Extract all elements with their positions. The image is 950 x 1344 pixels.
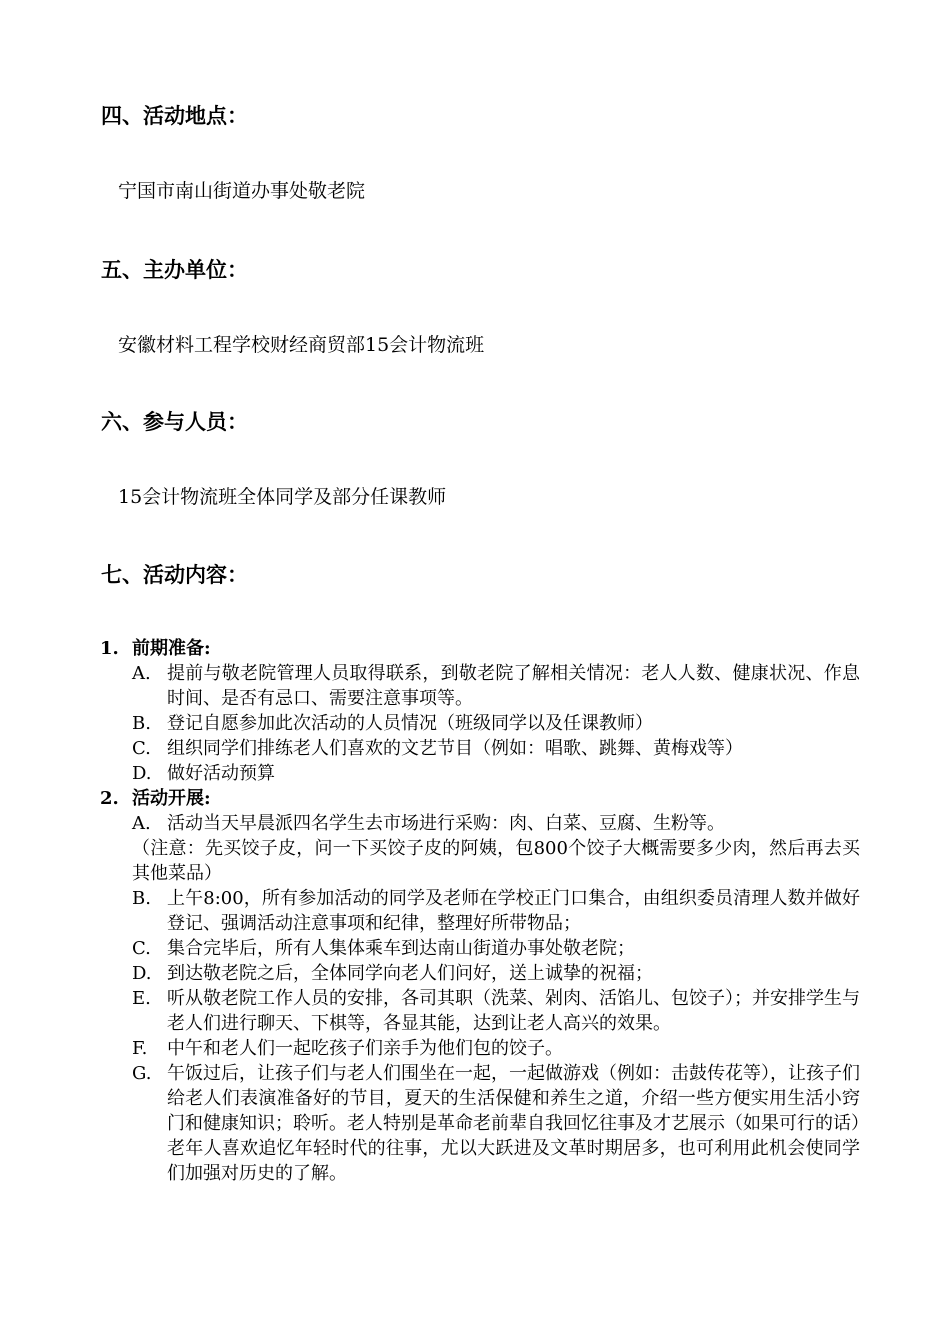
- activity-content-list: [100, 636, 860, 1186]
- item-label: D.: [132, 963, 152, 984]
- item-label: A.: [132, 813, 151, 834]
- heading-organizer: 五、主办单位：: [101, 258, 248, 282]
- item-text: 集合完毕后，所有人集体乘车到达南山街道办事处敬老院；: [167, 938, 635, 959]
- item-text: 午饭过后，让孩子们与老人们围坐在一起，一起做游戏（例如：击鼓传花等），让孩子们给老人们表演准备好的节目，夏天的生活保健和养生之道，介绍一些方便实用生活小窍门和健康知识；聆听。老人特别是革命老前辈自我回忆往事及才艺展示（如果可行的话）老年人喜欢追忆年轻时代的往事，尤以大跃进及文革时期居多，也可利用此机会使同学们加强对历史的了解。: [167, 1063, 860, 1184]
- list-item: [100, 1061, 860, 1186]
- item-text: 登记自愿参加此次活动的人员情况（班级同学以及任课教师）: [167, 713, 653, 734]
- section-number: 2.: [100, 788, 119, 809]
- list-item: [100, 736, 860, 761]
- item-label: E.: [132, 988, 151, 1009]
- item-text: 听从敬老院工作人员的安排，各司其职（洗菜、剁肉、活馅儿、包饺子）；并安排学生与老人们进行聊天、下棋等，各显其能，达到让老人高兴的效果。: [167, 988, 860, 1034]
- item-label: G.: [132, 1063, 152, 1084]
- heading-location: 四、活动地点：: [101, 104, 248, 128]
- item-text: 到达敬老院之后，全体同学向老人们问好，送上诚挚的祝福；: [167, 963, 653, 984]
- list-item: [100, 936, 860, 961]
- list-item: [100, 1036, 860, 1061]
- participants-text: 15会计物流班全体同学及部分任课教师: [118, 486, 447, 508]
- list-item: [100, 661, 860, 711]
- item-text: 组织同学们排练老人们喜欢的文艺节目（例如：唱歌、跳舞、黄梅戏等）: [167, 738, 743, 759]
- item-label: F.: [132, 1038, 148, 1059]
- item-label: A.: [132, 663, 151, 684]
- list-item: [100, 961, 860, 986]
- section-title: 前期准备:: [132, 638, 211, 659]
- list-item: [100, 986, 860, 1036]
- section-number: 1.: [100, 638, 119, 659]
- item-note: （注意：先买饺子皮，问一下买饺子皮的阿姨，包800个饺子大概需要多少肉，然后再去买其他菜品）: [132, 838, 860, 884]
- section-execution-title: [100, 786, 860, 811]
- item-text: 做好活动预算: [167, 763, 275, 784]
- item-text: 提前与敬老院管理人员取得联系，到敬老院了解相关情况：老人人数、健康状况、作息时间、是否有忌口、需要注意事项等。: [167, 663, 860, 709]
- item-text: 上午8:00，所有参加活动的同学及老师在学校正门口集合，由组织委员清理人数并做好登记、强调活动注意事项和纪律，整理好所带物品；: [167, 888, 860, 934]
- organizer-text: 安徽材料工程学校财经商贸部15会计物流班: [118, 334, 485, 356]
- list-item: [100, 711, 860, 736]
- heading-participants: 六、参与人员：: [101, 410, 248, 434]
- list-item: [100, 811, 860, 886]
- item-text: 中午和老人们一起吃孩子们亲手为他们包的饺子。: [167, 1038, 563, 1059]
- item-text: 活动当天早晨派四名学生去市场进行采购：肉、白菜、豆腐、生粉等。: [167, 813, 725, 834]
- item-label: D.: [132, 763, 152, 784]
- item-label: C.: [132, 938, 151, 959]
- item-label: B.: [132, 713, 151, 734]
- list-item: [100, 886, 860, 936]
- section-preparation-title: [100, 636, 860, 661]
- item-label: C.: [132, 738, 151, 759]
- list-item: [100, 761, 860, 786]
- heading-content: 七、活动内容：: [101, 563, 248, 587]
- section-title: 活动开展:: [132, 788, 211, 809]
- item-label: B.: [132, 888, 151, 909]
- location-text: 宁国市南山街道办事处敬老院: [118, 180, 366, 202]
